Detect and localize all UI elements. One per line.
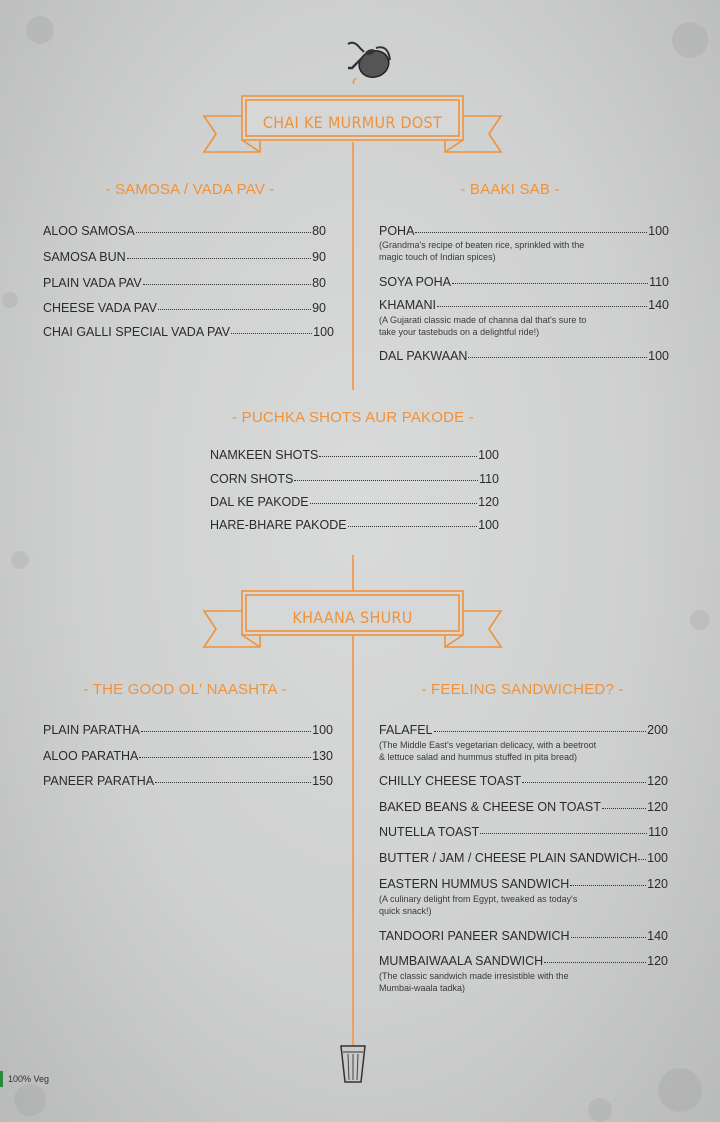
- kettle-icon: [340, 38, 398, 84]
- divider-line-bottom: [352, 636, 354, 1046]
- section-title-samosa: - SAMOSA / VADA PAV -: [105, 181, 275, 198]
- menu-item: BUTTER / JAM / CHEESE PLAIN SANDWICH 100: [379, 851, 668, 865]
- banner-title: KHAANA SHURU: [292, 607, 413, 627]
- menu-item: BAKED BEANS & CHEESE ON TOAST 120: [379, 800, 668, 814]
- section-title-baaki-sab: - BAAKI SAB -: [460, 181, 560, 198]
- veg-badge: [0, 1071, 49, 1087]
- menu-item: CORN SHOTS 110: [210, 472, 499, 486]
- menu-item: HARE-BHARE PAKODE 100: [210, 518, 499, 532]
- menu-item: POHA 100: [379, 224, 669, 238]
- menu-item: SOYA POHA 110: [379, 275, 669, 289]
- menu-item: DAL PAKWAAN 100: [379, 349, 669, 363]
- menu-item: CHAI GALLI SPECIAL VADA PAV 100: [43, 325, 334, 339]
- menu-item: CHEESE VADA PAV 90: [43, 301, 326, 315]
- section-title-puchka: - PUCHKA SHOTS AUR PAKODE -: [232, 409, 474, 426]
- menu-item: CHILLY CHEESE TOAST 120: [379, 774, 668, 788]
- menu-item: PLAIN VADA PAV 80: [43, 276, 326, 290]
- menu-item: ALOO PARATHA 130: [43, 749, 333, 763]
- menu-item: MUMBAIWAALA SANDWICH 120: [379, 954, 668, 968]
- item-description: (A Gujarati classic made of channa dal that's sure to take your tastebuds on a delightful ride!): [379, 315, 587, 337]
- menu-item: DAL KE PAKODE 120: [210, 495, 499, 509]
- menu-item: NAMKEEN SHOTS 100: [210, 448, 499, 462]
- menu-item: PLAIN PARATHA 100: [43, 723, 333, 737]
- menu-item: SAMOSA BUN 90: [43, 250, 326, 264]
- menu-item: KHAMANI 140: [379, 298, 669, 312]
- banner-chai-ke-murmur-dost: [200, 92, 505, 158]
- item-description: (Grandma's recipe of beaten rice, sprinkled with the magic touch of Indian spices): [379, 240, 585, 262]
- banner-khaana-shuru: [200, 587, 505, 653]
- menu-item: TANDOORI PANEER SANDWICH 140: [379, 929, 668, 943]
- menu-item: FALAFEL 200: [379, 723, 668, 737]
- section-title-sandwiched: - FEELING SANDWICHED? -: [421, 681, 624, 698]
- veg-label: 100% Veg: [8, 1074, 50, 1084]
- menu-item: ALOO SAMOSA 80: [43, 224, 326, 238]
- banner-title: CHAI KE MURMUR DOST: [262, 112, 443, 132]
- chai-glass-icon: [339, 1042, 367, 1084]
- item-description: (The Middle East's vegetarian delicacy, with a beetroot & lettuce salad and hummus stuffed in pita bread): [379, 740, 597, 762]
- divider-line-top: [352, 142, 354, 390]
- item-description: (The classic sandwich made irresistible with the Mumbai-waala tadka): [379, 971, 569, 993]
- menu-item: NUTELLA TOAST 110: [379, 825, 668, 839]
- menu-item: EASTERN HUMMUS SANDWICH 120: [379, 877, 668, 891]
- section-title-naashta: - THE GOOD OL' NAASHTA -: [83, 681, 287, 698]
- item-description: (A culinary delight from Egypt, tweaked as today's quick snack!): [379, 894, 578, 916]
- veg-indicator: [0, 1071, 3, 1087]
- menu-item: PANEER PARATHA 150: [43, 774, 333, 788]
